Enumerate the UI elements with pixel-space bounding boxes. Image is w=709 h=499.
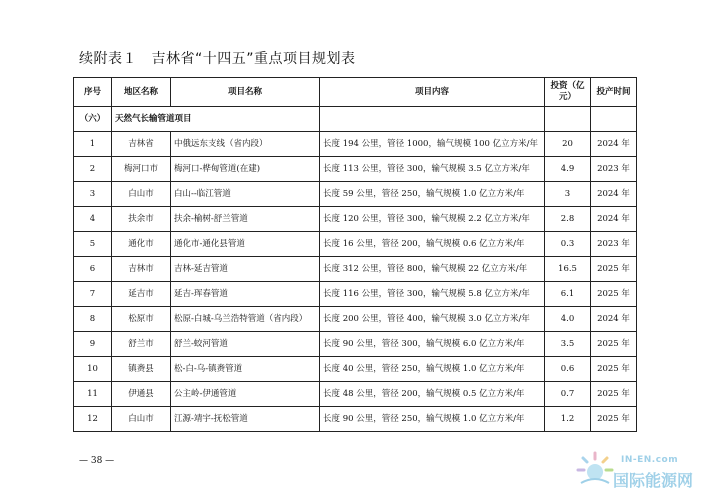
table-row <box>74 332 637 357</box>
cell-invest: 0.6 <box>545 357 591 382</box>
cell-project: 延吉-珲春管道 <box>171 282 320 307</box>
cell-no: 6 <box>74 257 112 282</box>
cell-region: 镇赉县 <box>112 357 171 382</box>
cell-region: 白山市 <box>112 407 171 432</box>
cell-project: 通化市-通化县管道 <box>171 232 320 257</box>
cell-no: 12 <box>74 407 112 432</box>
cell-content: 长度 200 公里，管径 400，输气规模 3.0 亿立方米/年 <box>320 307 545 332</box>
cell-invest: 0.7 <box>545 382 591 407</box>
document-title: 续附表１ 吉林省“十四五”重点项目规划表 <box>79 51 356 67</box>
cell-region: 扶余市 <box>112 207 171 232</box>
cell-time: 2023 年 <box>591 232 637 257</box>
cell-invest: 2.8 <box>545 207 591 232</box>
cell-region: 吉林市 <box>112 257 171 282</box>
table-row <box>74 207 637 232</box>
cell-region: 白山市 <box>112 182 171 207</box>
cell-no: 9 <box>74 332 112 357</box>
cell-invest: 4.0 <box>545 307 591 332</box>
cell-no: 5 <box>74 232 112 257</box>
header-region: 地区名称 <box>112 78 171 107</box>
cell-project: 梅河口-桦甸管道(在建) <box>171 157 320 182</box>
cell-time: 2024 年 <box>591 207 637 232</box>
watermark-site: IN-EN.com <box>621 455 679 465</box>
section-row <box>74 107 637 132</box>
cell-region: 伊通县 <box>112 382 171 407</box>
cell-no: 3 <box>74 182 112 207</box>
cell-time: 2025 年 <box>591 382 637 407</box>
watermark <box>573 449 701 491</box>
cell-region: 松原市 <box>112 307 171 332</box>
section-empty-time <box>591 107 637 132</box>
table-row <box>74 257 637 282</box>
cell-time: 2024 年 <box>591 307 637 332</box>
cell-content: 长度 312 公里，管径 800，输气规模 22 亿立方米/年 <box>320 257 545 282</box>
cell-no: 4 <box>74 207 112 232</box>
cell-content: 长度 48 公里，管径 200，输气规模 0.5 亿立方米/年 <box>320 382 545 407</box>
header-no: 序号 <box>74 78 112 107</box>
cell-region: 梅河口市 <box>112 157 171 182</box>
cell-time: 2025 年 <box>591 357 637 382</box>
section-label: （六） <box>74 107 112 132</box>
cell-time: 2025 年 <box>591 332 637 357</box>
sun-logo-icon <box>573 449 617 491</box>
table-row <box>74 382 637 407</box>
cell-no: 1 <box>74 132 112 157</box>
cell-content: 长度 90 公里，管径 250，输气规模 1.0 亿立方米/年 <box>320 407 545 432</box>
cell-project: 江源-靖宇-抚松管道 <box>171 407 320 432</box>
header-time: 投产时间 <box>591 78 637 107</box>
watermark-name: 国际能源网 <box>613 471 694 490</box>
table-row <box>74 282 637 307</box>
table-row <box>74 182 637 207</box>
table-header-row <box>74 78 637 107</box>
table-row <box>74 157 637 182</box>
cell-content: 长度 116 公里，管径 300，输气规模 5.8 亿立方米/年 <box>320 282 545 307</box>
cell-time: 2025 年 <box>591 257 637 282</box>
page-number: — 38 — <box>79 456 115 466</box>
section-title: 天然气长输管道项目 <box>112 107 320 132</box>
cell-invest: 3.5 <box>545 332 591 357</box>
cell-project: 扶余-榆树-舒兰管道 <box>171 207 320 232</box>
cell-content: 长度 194 公里，管径 1000，输气规模 100 亿立方米/年 <box>320 132 545 157</box>
table-row <box>74 357 637 382</box>
cell-invest: 6.1 <box>545 282 591 307</box>
cell-no: 11 <box>74 382 112 407</box>
cell-invest: 0.3 <box>545 232 591 257</box>
cell-region: 吉林省 <box>112 132 171 157</box>
cell-invest: 4.9 <box>545 157 591 182</box>
section-empty-content <box>320 107 545 132</box>
cell-invest: 20 <box>545 132 591 157</box>
cell-no: 2 <box>74 157 112 182</box>
cell-invest: 3 <box>545 182 591 207</box>
cell-region: 延吉市 <box>112 282 171 307</box>
cell-time: 2024 年 <box>591 182 637 207</box>
section-empty-invest <box>545 107 591 132</box>
header-project: 项目名称 <box>171 78 320 107</box>
cell-no: 10 <box>74 357 112 382</box>
cell-project: 公主岭-伊通管道 <box>171 382 320 407</box>
cell-invest: 1.2 <box>545 407 591 432</box>
cell-project: 舒兰-蛟河管道 <box>171 332 320 357</box>
cell-project: 中俄远东支线（省内段） <box>171 132 320 157</box>
cell-time: 2025 年 <box>591 282 637 307</box>
table-row <box>74 307 637 332</box>
cell-project: 吉林-延吉管道 <box>171 257 320 282</box>
cell-content: 长度 16 公里，管径 200，输气规模 0.6 亿立方米/年 <box>320 232 545 257</box>
header-content: 项目内容 <box>320 78 545 107</box>
cell-region: 舒兰市 <box>112 332 171 357</box>
cell-time: 2023 年 <box>591 157 637 182</box>
cell-no: 7 <box>74 282 112 307</box>
cell-project: 松-白-乌-镇赉管道 <box>171 357 320 382</box>
cell-content: 长度 40 公里，管径 250，输气规模 1.0 亿立方米/年 <box>320 357 545 382</box>
project-table <box>73 77 637 432</box>
cell-project: 白山--临江管道 <box>171 182 320 207</box>
cell-region: 通化市 <box>112 232 171 257</box>
cell-content: 长度 120 公里，管径 300，输气规模 2.2 亿立方米/年 <box>320 207 545 232</box>
table-row <box>74 232 637 257</box>
cell-no: 8 <box>74 307 112 332</box>
header-invest: 投资（亿元） <box>545 78 591 107</box>
cell-content: 长度 113 公里，管径 300，输气规模 3.5 亿立方米/年 <box>320 157 545 182</box>
cell-time: 2024 年 <box>591 132 637 157</box>
cell-invest: 16.5 <box>545 257 591 282</box>
cell-content: 长度 59 公里，管径 250，输气规模 1.0 亿立方米/年 <box>320 182 545 207</box>
cell-time: 2025 年 <box>591 407 637 432</box>
table-row <box>74 132 637 157</box>
cell-content: 长度 90 公里，管径 300，输气规模 6.0 亿立方米/年 <box>320 332 545 357</box>
table-row <box>74 407 637 432</box>
cell-project: 松原-白城-乌兰浩特管道（省内段） <box>171 307 320 332</box>
